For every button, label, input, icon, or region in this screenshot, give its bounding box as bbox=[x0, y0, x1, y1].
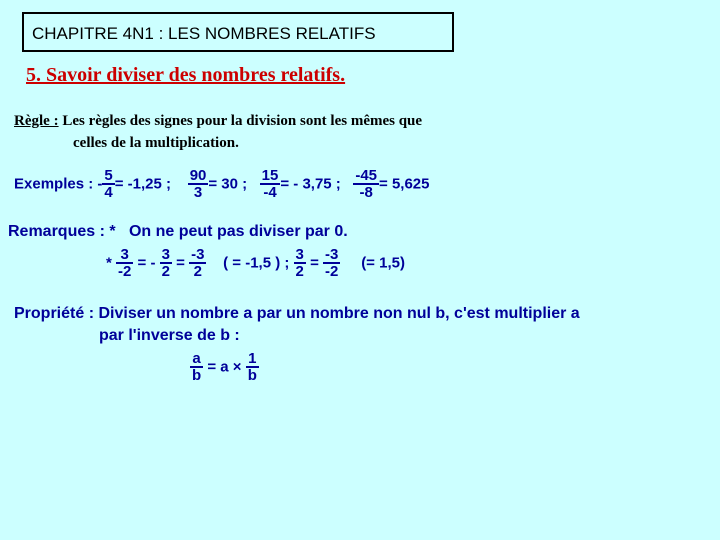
property-fraction-2 bbox=[246, 351, 259, 383]
property-line-1 bbox=[14, 305, 580, 323]
remark-f5-num: -3 bbox=[325, 246, 339, 263]
property-line-2: par l'inverse de b : bbox=[99, 327, 240, 344]
remark-f1-den: -2 bbox=[118, 263, 132, 280]
rule-text-1: Les règles des signes pour la division sont les mêmes que bbox=[58, 113, 423, 129]
remark-fraction-5 bbox=[323, 247, 340, 279]
property-eq: = a × bbox=[207, 358, 242, 376]
remarks-star: * bbox=[106, 254, 112, 272]
remark-fraction-1 bbox=[116, 247, 133, 279]
section-heading: 5. Savoir diviser des nombres relatifs. bbox=[26, 64, 346, 86]
rule-line-2: celles de la multiplication. bbox=[73, 135, 239, 151]
property-formula bbox=[190, 351, 259, 383]
remark-f4-num: 3 bbox=[295, 246, 304, 263]
property-f2-den: b bbox=[247, 367, 257, 384]
example-4-num: -45 bbox=[355, 167, 378, 184]
remark-paren-2: (= 1,5) bbox=[361, 254, 405, 272]
remark-f3-den: 2 bbox=[193, 263, 202, 280]
remark-paren-1: ( = -1,5 ) ; bbox=[223, 254, 290, 272]
remark-fraction-2 bbox=[160, 247, 172, 279]
remark-f2-den: 2 bbox=[161, 263, 170, 280]
rule-line-1 bbox=[14, 113, 422, 130]
property-f1-den: b bbox=[192, 367, 202, 384]
chapter-title: CHAPITRE 4N1 : LES NOMBRES RELATIFS bbox=[32, 24, 376, 43]
remark-f3-num: -3 bbox=[191, 246, 205, 263]
property-label: Propriété : bbox=[14, 305, 95, 322]
remark-eq-1: = - bbox=[137, 254, 156, 272]
property-fraction-1 bbox=[190, 351, 203, 383]
remark-f1-num: 3 bbox=[116, 247, 133, 264]
remark-eq-3: = bbox=[310, 254, 319, 272]
example-1-sign: - bbox=[97, 175, 103, 193]
example-4-den: -8 bbox=[359, 184, 373, 201]
remarks-line-2 bbox=[106, 247, 405, 279]
rule-label: Règle : bbox=[14, 113, 59, 129]
remark-fraction-3 bbox=[189, 247, 206, 279]
example-3-result: = - 3,75 ; bbox=[280, 175, 341, 193]
property-f2-num: 1 bbox=[246, 351, 259, 368]
examples-row bbox=[14, 168, 429, 200]
example-2-den: 3 bbox=[193, 184, 203, 201]
example-1-num: 5 bbox=[104, 167, 113, 184]
remark-f2-num: 3 bbox=[161, 246, 170, 263]
remarks-line-1 bbox=[8, 223, 348, 241]
remarks-text: On ne peut pas diviser par 0. bbox=[128, 223, 348, 240]
example-1-result: = -1,25 ; bbox=[114, 175, 172, 193]
example-3-num: 15 bbox=[261, 167, 279, 184]
remark-f5-den: -2 bbox=[325, 263, 339, 280]
example-1-den: 4 bbox=[104, 184, 113, 201]
remark-eq-2: = bbox=[176, 254, 185, 272]
chapter-title-box bbox=[22, 12, 454, 52]
example-2-fraction bbox=[188, 168, 209, 200]
example-2-result: = 30 ; bbox=[208, 175, 248, 193]
example-2-num: 90 bbox=[189, 167, 207, 184]
example-4-result: = 5,625 bbox=[379, 175, 430, 193]
example-4-fraction bbox=[353, 168, 379, 200]
example-3-fraction bbox=[260, 168, 281, 200]
property-text-1: Diviser un nombre a par un nombre non nul b, c'est multiplier a bbox=[98, 305, 580, 322]
remarks-label: Remarques : * bbox=[8, 223, 116, 240]
example-1-fraction bbox=[102, 168, 114, 200]
property-f1-num: a bbox=[190, 351, 203, 368]
remark-f4-den: 2 bbox=[295, 263, 304, 280]
remark-fraction-4 bbox=[294, 247, 306, 279]
example-3-den: -4 bbox=[263, 184, 277, 201]
examples-label: Exemples : bbox=[14, 175, 94, 193]
